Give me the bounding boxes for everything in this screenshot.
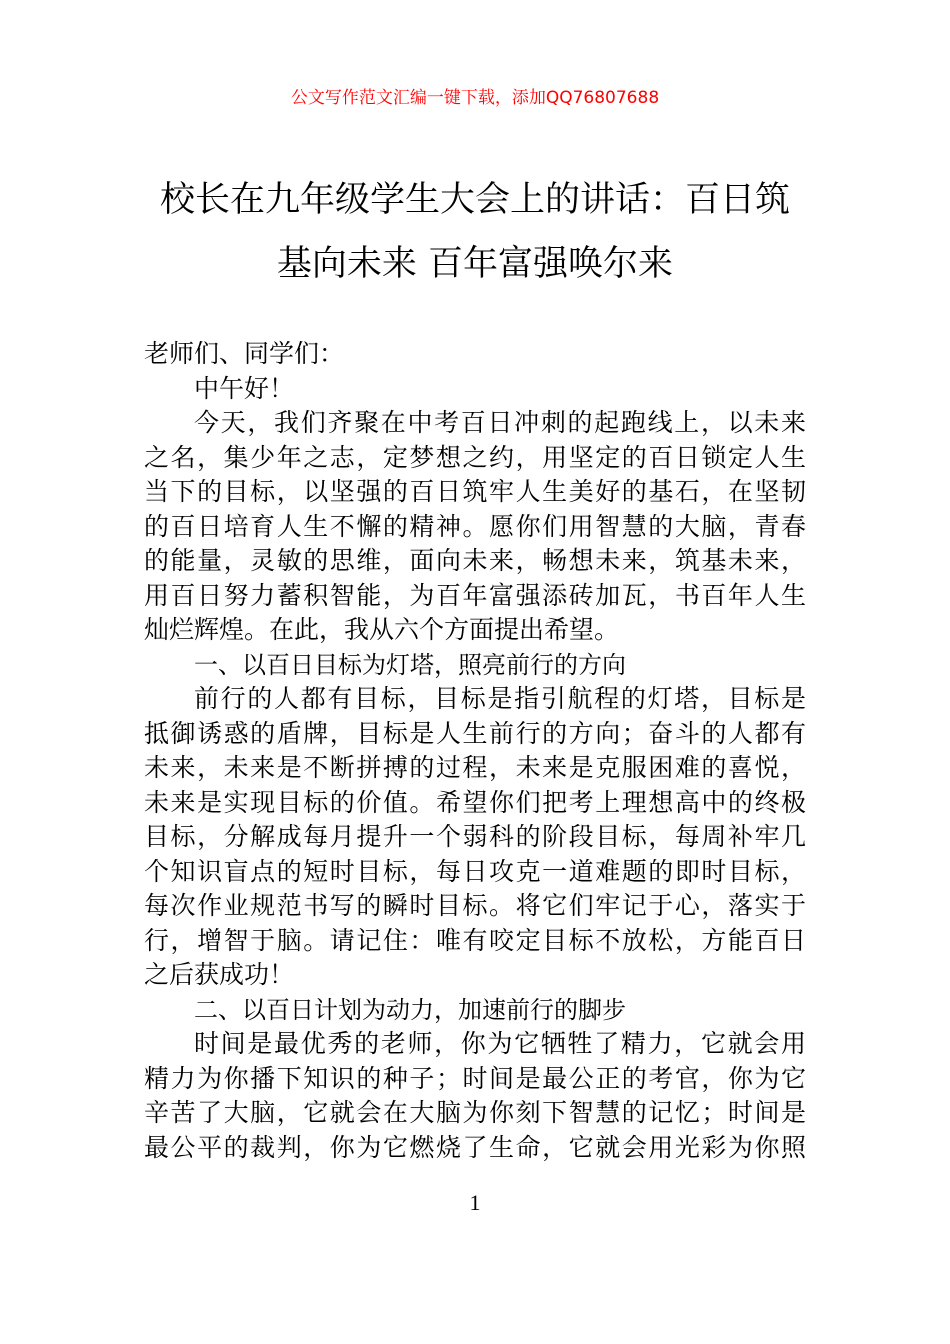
paragraph-goals — [144, 682, 806, 993]
document-title — [120, 168, 830, 296]
paragraph-line: 今天，我们齐聚在中考百日冲刺的起跑线上，以未来 — [194, 408, 806, 437]
title-line-2: 基向未来 百年富强唤尔来 — [276, 244, 674, 284]
paragraph-plan — [144, 1027, 806, 1165]
paragraph-line: 抵御诱惑的盾牌，目标是人生前行的方向；奋斗的人都有 — [144, 718, 806, 748]
salutation-text: 老师们、同学们： — [144, 339, 345, 368]
paragraph-line: 之后获成功！ — [144, 960, 295, 989]
paragraph-line: 的能量，灵敏的思维，面向未来，畅想未来，筑基未来， — [144, 546, 806, 575]
document-body — [144, 337, 806, 1165]
paragraph-line: 未来是实现目标的价值。希望你们把考上理想高中的终极 — [144, 787, 806, 817]
paragraph-line: 的百日培育人生不懈的精神。愿你们用智慧的大脑，青春 — [144, 511, 806, 541]
paragraph-intro — [144, 406, 806, 648]
paragraph-line: 行，增智于脑。请记住：唯有咬定目标不放松，方能百日 — [144, 925, 806, 955]
paragraph-line: 之名，集少年之志，定梦想之约，用坚定的百日锁定人生 — [144, 442, 806, 472]
paragraph-line: 目标，分解成每月提升一个弱科的阶段目标，每周补牢几 — [144, 822, 806, 851]
salutation — [144, 337, 806, 372]
section-heading-text: 二、以百日计划为动力，加速前行的脚步 — [194, 995, 626, 1024]
download-banner: 公文写作范文汇编一键下载，添加QQ76807688 — [290, 88, 660, 108]
paragraph-line: 个知识盲点的短时目标，每日攻克一道难题的即时目标， — [144, 856, 806, 886]
paragraph-line: 最公平的裁判，你为它燃烧了生命，它就会用光彩为你照 — [144, 1132, 806, 1162]
paragraph-line: 前行的人都有目标，目标是指引航程的灯塔，目标是 — [194, 684, 806, 713]
paragraph-line: 未来，未来是不断拼搏的过程，未来是克服困难的喜悦， — [144, 753, 806, 782]
section-heading-1 — [144, 648, 806, 683]
paragraph-line: 灿烂辉煌。在此，我从六个方面提出希望。 — [144, 615, 620, 644]
paragraph-line: 精力为你播下知识的种子；时间是最公正的考官，你为它 — [144, 1063, 806, 1093]
section-heading-text: 一、以百日目标为灯塔，照亮前行的方向 — [194, 650, 626, 679]
title-line-1: 校长在九年级学生大会上的讲话：百日筑 — [159, 180, 790, 220]
paragraph-line: 用百日努力蓄积智能，为百年富强添砖加瓦，书百年人生 — [144, 580, 806, 610]
paragraph-line: 当下的目标，以坚强的百日筑牢人生美好的基石，在坚韧 — [144, 477, 806, 506]
paragraph-line: 辛苦了大脑，它就会在大脑为你刻下智慧的记忆；时间是 — [144, 1098, 806, 1127]
paragraph-line: 时间是最优秀的老师，你为它牺牲了精力，它就会用 — [194, 1029, 806, 1058]
greeting — [144, 372, 806, 407]
section-heading-2 — [144, 993, 806, 1028]
page-number: 1 — [469, 1190, 481, 1215]
paragraph-line: 每次作业规范书写的瞬时目标。将它们牢记于心，落实于 — [144, 891, 806, 920]
greeting-text: 中午好！ — [194, 373, 295, 403]
